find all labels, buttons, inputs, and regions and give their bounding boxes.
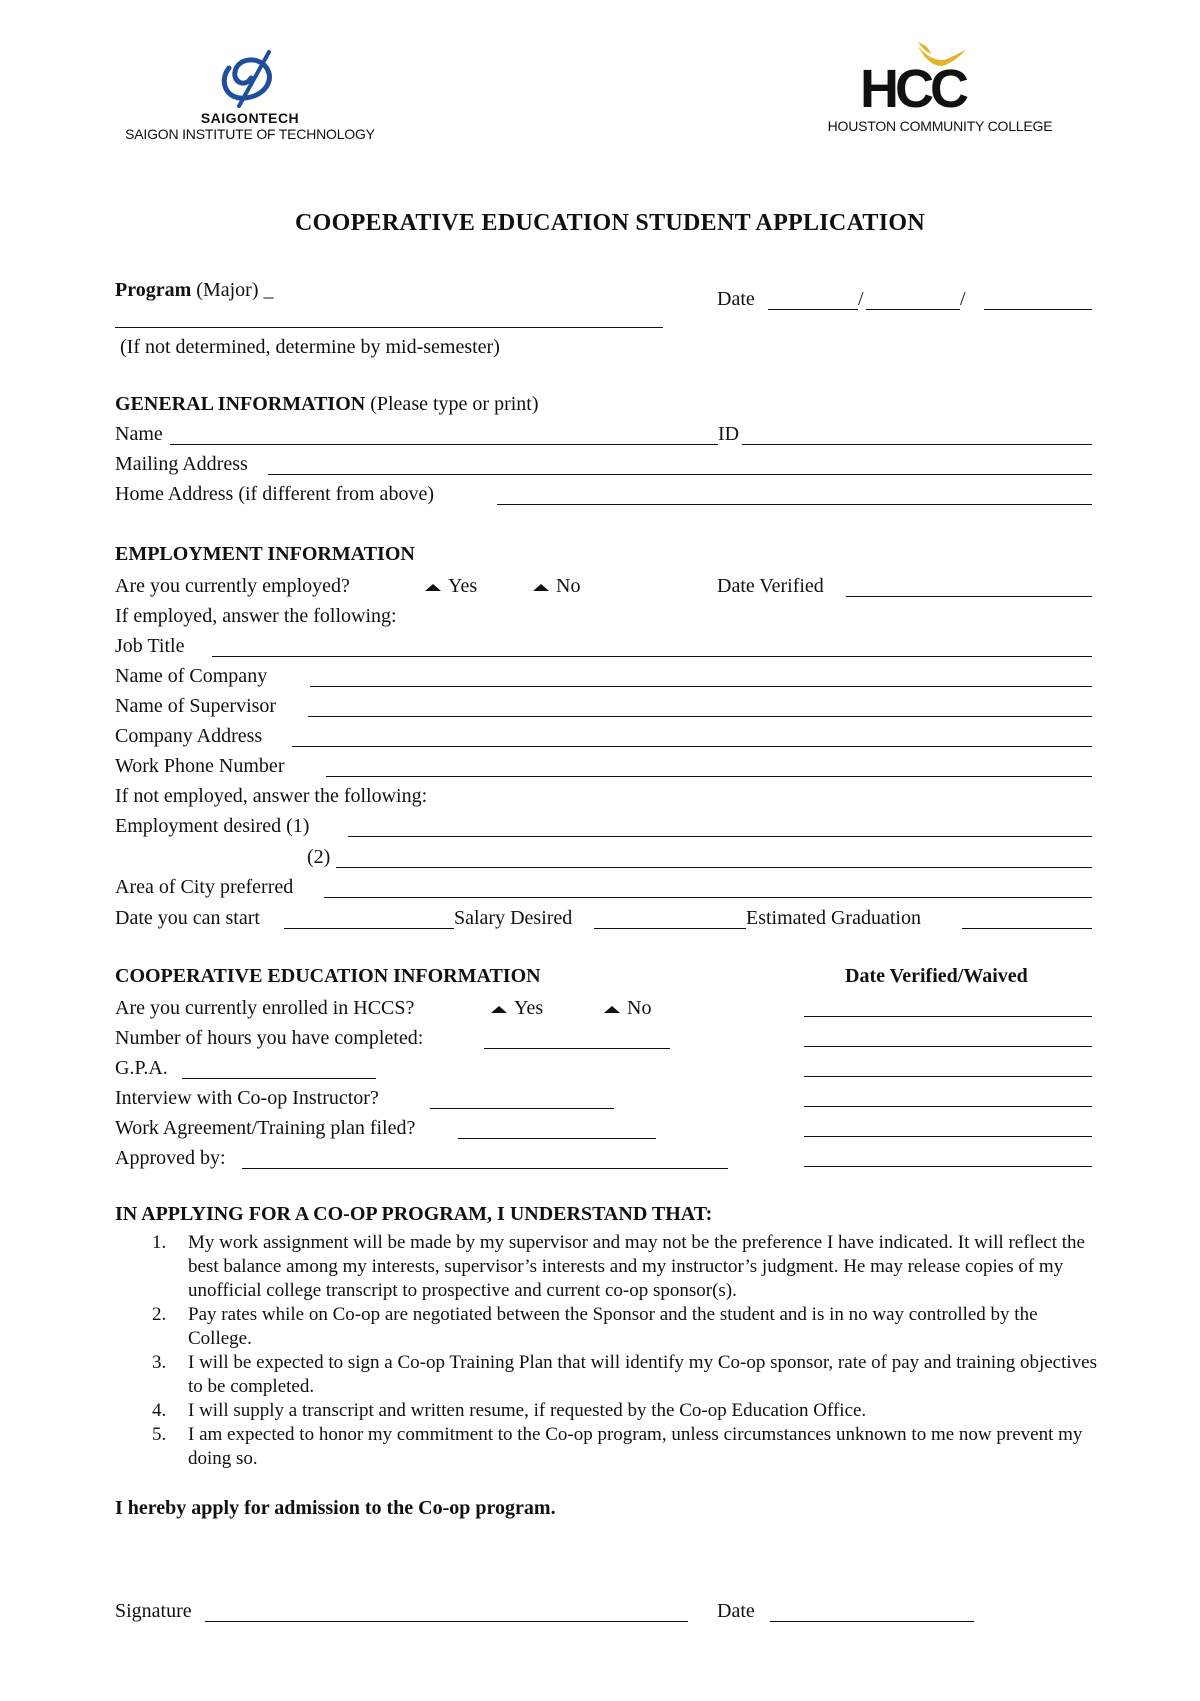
employment-desired-1-input-line[interactable] bbox=[348, 836, 1092, 837]
home-address-input-line[interactable] bbox=[497, 504, 1092, 505]
list-item-number: 2. bbox=[152, 1304, 167, 1325]
program-input-line[interactable] bbox=[115, 327, 663, 328]
program-major-label: (Major) _ bbox=[196, 279, 274, 301]
hcc-full-name: HOUSTON COMMUNITY COLLEGE bbox=[827, 118, 1053, 134]
start-date-label: Date you can start bbox=[115, 907, 260, 929]
mailing-address-label: Mailing Address bbox=[115, 453, 248, 475]
id-input-line[interactable] bbox=[742, 444, 1092, 445]
saigontech-emblem-icon bbox=[215, 48, 285, 108]
employed-no-option[interactable] bbox=[532, 575, 580, 597]
enrolled-question: Are you currently enrolled in HCCS? bbox=[115, 997, 415, 1019]
date-verified-label: Date Verified bbox=[717, 575, 824, 597]
enrolled-no-option[interactable] bbox=[603, 997, 651, 1019]
interview-verified-line[interactable] bbox=[804, 1106, 1092, 1107]
enrolled-yes-label: Yes bbox=[514, 997, 544, 1019]
hours-completed-label: Number of hours you have completed: bbox=[115, 1027, 424, 1049]
list-item bbox=[140, 1423, 1100, 1471]
employed-yes-option[interactable] bbox=[424, 575, 477, 597]
job-title-input-line[interactable] bbox=[212, 656, 1092, 657]
list-item bbox=[140, 1399, 1100, 1423]
company-name-label: Name of Company bbox=[115, 665, 268, 687]
work-agreement-input-line[interactable] bbox=[458, 1138, 656, 1139]
general-info-heading: GENERAL INFORMATION bbox=[115, 393, 366, 415]
list-item-text: I will be expected to sign a Co-op Training Plan that will identify my Co-op sponsor, rate of pay and training objectives to be completed. bbox=[188, 1352, 1097, 1397]
date-day-line[interactable] bbox=[866, 309, 960, 310]
gpa-label: G.P.A. bbox=[115, 1057, 168, 1079]
gpa-input-line[interactable] bbox=[182, 1078, 376, 1079]
program-row bbox=[115, 279, 273, 301]
general-info-note: (Please type or print) bbox=[370, 393, 539, 415]
area-of-city-label: Area of City preferred bbox=[115, 876, 294, 898]
gpa-verified-line[interactable] bbox=[804, 1076, 1092, 1077]
list-item-number: 1. bbox=[152, 1232, 167, 1253]
work-phone-label: Work Phone Number bbox=[115, 755, 285, 777]
terms-list bbox=[140, 1231, 1100, 1471]
list-item-text: I will supply a transcript and written resume, if requested by the Co-op Education Office. bbox=[188, 1400, 867, 1421]
form-title: COOPERATIVE EDUCATION STUDENT APPLICATION bbox=[295, 210, 925, 236]
area-of-city-input-line[interactable] bbox=[324, 897, 1092, 898]
list-item bbox=[140, 1231, 1100, 1303]
saigontech-logo bbox=[120, 48, 380, 142]
date-year-line[interactable] bbox=[984, 309, 1092, 310]
hours-verified-line[interactable] bbox=[804, 1046, 1092, 1047]
salary-desired-label: Salary Desired bbox=[454, 907, 573, 929]
coop-info-heading: COOPERATIVE EDUCATION INFORMATION bbox=[115, 965, 541, 987]
signature-date-input-line[interactable] bbox=[770, 1621, 974, 1622]
date-label: Date bbox=[717, 288, 755, 310]
closing-statement: I hereby apply for admission to the Co-op program. bbox=[115, 1497, 556, 1519]
date-verified-input-line[interactable] bbox=[846, 596, 1092, 597]
id-label: ID bbox=[718, 423, 740, 445]
work-agreement-label: Work Agreement/Training plan filed? bbox=[115, 1117, 416, 1139]
start-date-input-line[interactable] bbox=[284, 928, 454, 929]
date-month-line[interactable] bbox=[768, 309, 858, 310]
mailing-address-input-line[interactable] bbox=[268, 474, 1092, 475]
program-label: Program bbox=[115, 279, 192, 301]
list-item-number: 3. bbox=[152, 1352, 167, 1373]
employment-desired-2-input-line[interactable] bbox=[336, 867, 1092, 868]
salary-desired-input-line[interactable] bbox=[594, 928, 746, 929]
approved-by-input-line[interactable] bbox=[242, 1168, 728, 1169]
home-address-label: Home Address (if different from above) bbox=[115, 483, 434, 505]
option-mark-icon bbox=[603, 1004, 621, 1014]
employment-desired-2-label: (2) bbox=[307, 846, 331, 868]
work-phone-input-line[interactable] bbox=[326, 776, 1092, 777]
employed-yes-label: Yes bbox=[448, 575, 478, 597]
signature-label: Signature bbox=[115, 1600, 192, 1622]
interview-label: Interview with Co-op Instructor? bbox=[115, 1087, 379, 1109]
option-mark-icon bbox=[424, 582, 442, 592]
signature-input-line[interactable] bbox=[205, 1621, 688, 1622]
hcc-logo bbox=[820, 40, 1060, 134]
hcc-letters: HCC bbox=[860, 59, 965, 119]
if-employed-note: If employed, answer the following: bbox=[115, 605, 397, 627]
if-not-employed-note: If not employed, answer the following: bbox=[115, 785, 428, 807]
interview-input-line[interactable] bbox=[430, 1108, 614, 1109]
enrolled-no-label: No bbox=[627, 997, 652, 1019]
estimated-graduation-label: Estimated Graduation bbox=[746, 907, 921, 929]
approved-by-label: Approved by: bbox=[115, 1147, 226, 1169]
employed-question: Are you currently employed? bbox=[115, 575, 350, 597]
date-separator: / bbox=[960, 288, 966, 310]
list-item bbox=[140, 1351, 1100, 1399]
estimated-graduation-input-line[interactable] bbox=[962, 928, 1092, 929]
saigontech-full-name: SAIGON INSTITUTE OF TECHNOLOGY bbox=[125, 126, 375, 142]
company-address-label: Company Address bbox=[115, 725, 263, 747]
terms-heading: IN APPLYING FOR A CO-OP PROGRAM, I UNDERSTAND THAT: bbox=[115, 1203, 713, 1225]
approved-verified-line[interactable] bbox=[804, 1166, 1092, 1167]
hours-completed-input-line[interactable] bbox=[484, 1048, 670, 1049]
list-item-text: My work assignment will be made by my supervisor and may not be the preference I have indicated. It will reflect the best balance among my interests, supervisor’s interests and my instructor’s judgment. He may release copies of my unofficial college transcript to prospective and current co-op sponsor(s). bbox=[188, 1232, 1085, 1301]
enrolled-verified-line[interactable] bbox=[804, 1016, 1092, 1017]
list-item-text: I am expected to honor my commitment to the Co-op program, unless circumstances unknown to me now prevent my doing so. bbox=[188, 1424, 1083, 1469]
signature-date-label: Date bbox=[717, 1600, 755, 1622]
work-agreement-verified-line[interactable] bbox=[804, 1136, 1092, 1137]
supervisor-name-label: Name of Supervisor bbox=[115, 695, 277, 717]
employed-no-label: No bbox=[556, 575, 581, 597]
company-name-input-line[interactable] bbox=[310, 686, 1092, 687]
option-mark-icon bbox=[532, 582, 550, 592]
employment-desired-1-label: Employment desired (1) bbox=[115, 815, 310, 837]
general-info-heading-row bbox=[115, 393, 539, 415]
list-item-number: 4. bbox=[152, 1400, 167, 1421]
date-separator: / bbox=[858, 288, 864, 310]
name-label: Name bbox=[115, 423, 163, 445]
program-note: (If not determined, determine by mid-semester) bbox=[120, 336, 500, 358]
option-mark-icon bbox=[490, 1004, 508, 1014]
saigontech-name: SAIGONTECH bbox=[200, 110, 300, 126]
company-address-input-line[interactable] bbox=[292, 746, 1092, 747]
job-title-label: Job Title bbox=[115, 635, 185, 657]
employment-info-heading: EMPLOYMENT INFORMATION bbox=[115, 543, 415, 565]
list-item-text: Pay rates while on Co-op are negotiated between the Sponsor and the student and is in no way controlled by the College. bbox=[188, 1304, 1038, 1349]
enrolled-yes-option[interactable] bbox=[490, 997, 543, 1019]
supervisor-name-input-line[interactable] bbox=[308, 716, 1092, 717]
name-input-line[interactable] bbox=[170, 444, 718, 445]
list-item-number: 5. bbox=[152, 1424, 167, 1445]
list-item bbox=[140, 1303, 1100, 1351]
date-verified-waived-heading: Date Verified/Waived bbox=[845, 965, 1028, 987]
